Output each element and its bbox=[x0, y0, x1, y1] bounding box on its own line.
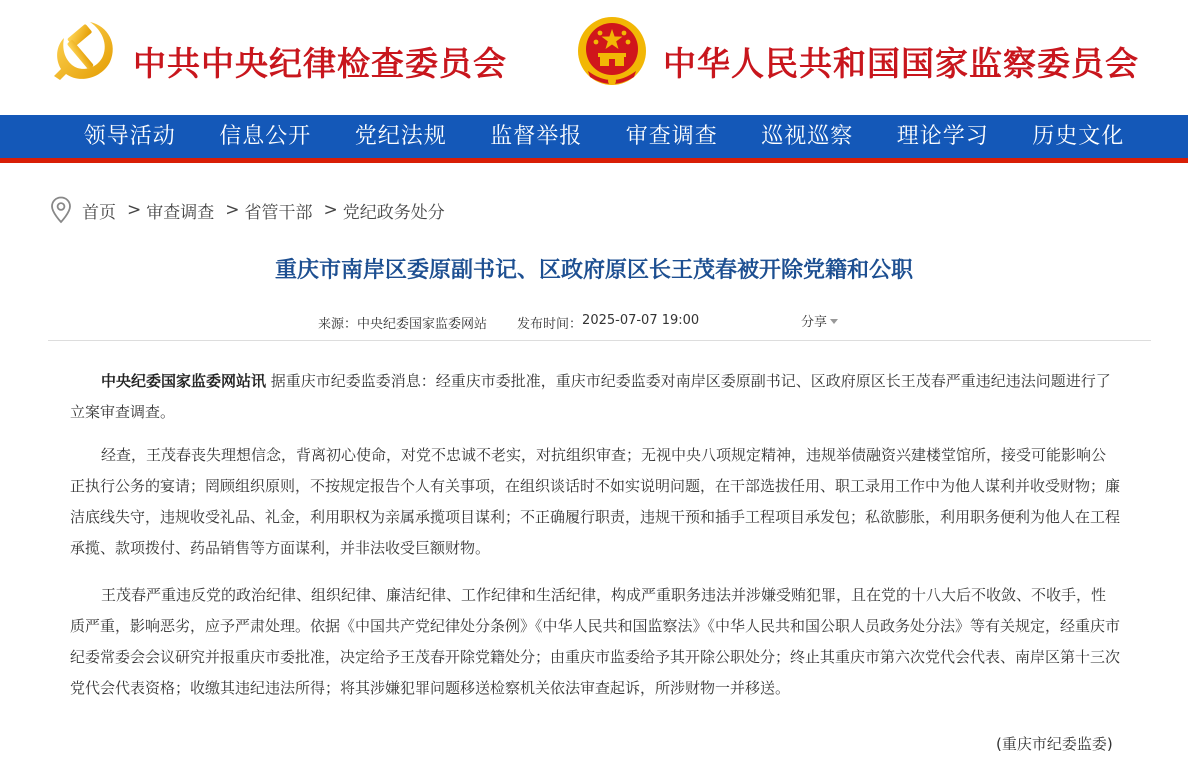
article-body bbox=[70, 366, 1120, 720]
chevron-down-icon bbox=[830, 319, 838, 324]
share-label: 分享 bbox=[801, 315, 828, 330]
article-paragraph-3: 王茂春严重违反党的政治纪律、组织纪律、廉洁纪律、工作纪律和生活纪律，构成严重职务违法并涉嫌受贿犯罪，且在党的十八大后不收敛、不收手，性质严重，影响恶劣，应予严肃处理。依据《中国共产党纪律处分条例》《中华人民共和国监察法》《中华人民共和国公职人员政务处分法》等有关规定，经重庆市纪委常委会会议研究并报重庆市委批准，决定给予王茂春开除党籍处分；由重庆市监委给予其开除公职处分；终止其重庆市第六次党代会代表、南岸区第十三次党代会代表资格；收缴其违纪违法所得；将其涉嫌犯罪问题移送检察机关依法审查起诉，所涉财物一并移送。 bbox=[70, 586, 1121, 697]
lead-source: 中央纪委国家监委网站讯 bbox=[101, 372, 267, 390]
site-header bbox=[0, 0, 1188, 149]
site-title-ccdi[interactable]: 中共中央纪律检查委员会 bbox=[133, 44, 507, 83]
article-title: 重庆市南岸区委原副书记、区政府原区长王茂春被开除党籍和公职 bbox=[274, 258, 913, 283]
breadcrumb-investigation[interactable]: 审查调查 bbox=[146, 202, 215, 223]
publish-time-label: 发布时间： bbox=[517, 317, 583, 332]
article-signature: (重庆市纪委监委) bbox=[996, 735, 1113, 753]
site-title-nsc[interactable]: 中华人民共和国国家监察委员会 bbox=[663, 44, 1139, 83]
location-pin-icon bbox=[50, 196, 72, 224]
nav-item-theory[interactable]: 理论学习 bbox=[896, 124, 989, 149]
main-nav bbox=[0, 115, 1188, 158]
article-paragraph-1 bbox=[70, 366, 1120, 428]
share-button[interactable] bbox=[801, 311, 838, 330]
nav-item-investigation[interactable]: 审查调查 bbox=[625, 124, 718, 149]
hammer-sickle-icon[interactable] bbox=[52, 18, 118, 84]
breadcrumb bbox=[50, 196, 445, 224]
article-meta bbox=[318, 313, 699, 332]
breadcrumb-separator: > bbox=[225, 200, 240, 220]
nav-item-information[interactable]: 信息公开 bbox=[219, 124, 312, 149]
meta-divider bbox=[48, 340, 1151, 341]
nav-list bbox=[62, 115, 1146, 158]
breadcrumb-discipline[interactable]: 党纪政务处分 bbox=[342, 202, 445, 223]
nav-item-regulations[interactable]: 党纪法规 bbox=[354, 124, 447, 149]
article-paragraph-2: 经查，王茂春丧失理想信念，背离初心使命，对党不忠诚不老实，对抗组织审查；无视中央八项规定精神，违规举债融资兴建楼堂馆所，接受可能影响公正执行公务的宴请；罔顾组织原则，不按规定报告个人有关事项，在组织谈话时不如实说明问题，在干部选拔任用、职工录用工作中为他人谋利并收受财物；廉洁底线失守，违规收受礼品、礼金，利用职权为亲属承揽项目谋利；不正确履行职责，违规干预和插手工程项目承发包；私欲膨胀，利用职务便利为他人在工程承揽、款项拨付、药品销售等方面谋利，并非法收受巨额财物。 bbox=[70, 446, 1121, 557]
nav-item-history[interactable]: 历史文化 bbox=[1032, 124, 1125, 149]
nav-red-stripe bbox=[0, 158, 1188, 163]
source-value: 中央纪委国家监委网站 bbox=[357, 317, 488, 332]
publish-time-value: 2025-07-07 19:00 bbox=[582, 313, 700, 328]
breadcrumb-separator: > bbox=[127, 200, 142, 220]
national-emblem-icon[interactable] bbox=[576, 15, 648, 89]
lead-text: 据重庆市纪委监委消息：经重庆市委批准，重庆市纪委监委对南岸区委原副书记、区政府原区长王茂春严重违纪违法问题进行了立案审查调查。 bbox=[70, 372, 1111, 421]
nav-item-report[interactable]: 监督举报 bbox=[490, 124, 583, 149]
breadcrumb-home[interactable]: 首页 bbox=[82, 202, 116, 223]
nav-item-leadership[interactable]: 领导活动 bbox=[83, 124, 176, 149]
nav-item-inspection[interactable]: 巡视巡察 bbox=[761, 124, 854, 149]
breadcrumb-provincial-cadres[interactable]: 省管干部 bbox=[244, 202, 313, 223]
source-label: 来源： bbox=[318, 317, 358, 332]
breadcrumb-separator: > bbox=[323, 200, 338, 220]
